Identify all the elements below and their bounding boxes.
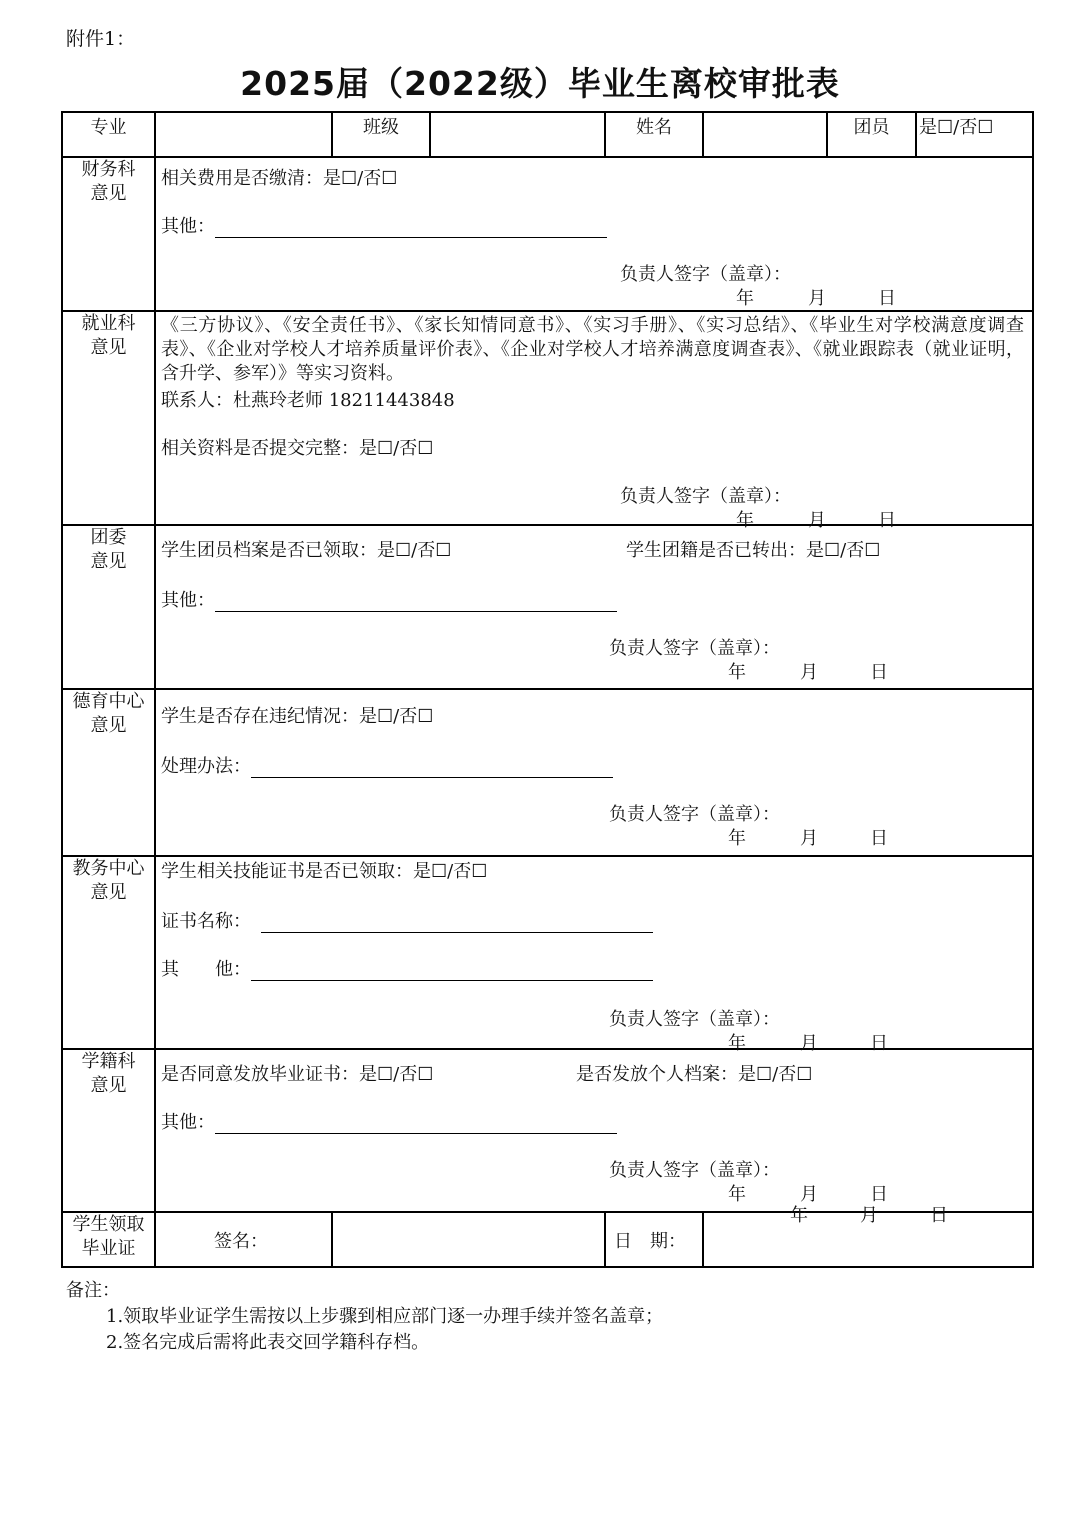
finance-section: [62, 157, 1033, 311]
moral-method-field[interactable]: [251, 757, 613, 778]
receive-date-field[interactable]: 年 月 日: [703, 1212, 1033, 1267]
academic-label: 教务中心 意见: [62, 856, 155, 1049]
registry-sign-label: 负责人签字（盖章）：: [609, 1160, 780, 1181]
major-label: 专业: [62, 112, 155, 157]
registry-label: 学籍科 意见: [62, 1049, 155, 1212]
receive-label: 学生领取 毕业证: [62, 1212, 155, 1267]
moral-method-row: 处理办法：: [161, 752, 613, 778]
league-other-field[interactable]: [215, 591, 617, 612]
league-sign-label: 负责人签字（盖章）：: [609, 638, 780, 659]
class-label: 班级: [332, 112, 430, 157]
employment-sign-label: 负责人签字（盖章）：: [620, 486, 791, 507]
academic-other-row: 其 他：: [161, 955, 653, 981]
notes-title: 备注：: [66, 1280, 120, 1301]
notes-item: 2.签名完成后需将此表交回学籍科存档。: [106, 1332, 430, 1353]
league-archive-checkbox[interactable]: 学生团员档案是否已领取：是☐/否☐: [161, 540, 452, 561]
academic-cert-name-field[interactable]: [261, 912, 653, 933]
league-content: 学生团员档案是否已领取：是☐/否☐ 学生团籍是否已转出：是☐/否☐ 其他： 负责人签字（盖章）： 年 月 日: [155, 525, 1033, 689]
league-other-row: 其他：: [161, 586, 617, 612]
moral-sign-label: 负责人签字（盖章）：: [609, 804, 780, 825]
academic-section: [62, 856, 1033, 1049]
academic-sign-label: 负责人签字（盖章）：: [609, 1009, 780, 1030]
employment-submit-checkbox[interactable]: 相关资料是否提交完整：是☐/否☐: [161, 438, 434, 459]
moral-section: [62, 689, 1033, 856]
finance-fee-checkbox[interactable]: 相关费用是否缴清：是☐/否☐: [161, 168, 398, 189]
academic-cert-checkbox[interactable]: 学生相关技能证书是否已领取：是☐/否☐: [161, 861, 488, 882]
annex-label: 附件1：: [66, 28, 136, 50]
employment-materials-text: 《三方协议》、《安全责任书》、《家长知情同意书》、《实习手册》、《实习总结》、《毕业生对学校满意度调查表》、《企业对学校人才培养质量评价表》、《企业对学校人才培养满意度调查表》、《就业跟踪表（就业证明，含升学、参军）》等实习资料。: [161, 315, 1024, 384]
moral-content: 学生是否存在违纪情况：是☐/否☐ 处理办法： 负责人签字（盖章）： 年 月 日: [155, 689, 1033, 856]
receive-date-label: 日 期：: [605, 1212, 703, 1267]
name-field[interactable]: [703, 112, 827, 157]
finance-sign-label: 负责人签字（盖章）：: [620, 264, 791, 285]
registry-archive-checkbox[interactable]: 是否发放个人档案：是☐/否☐: [576, 1064, 813, 1085]
league-section: [62, 525, 1033, 689]
registry-content: 是否同意发放毕业证书：是☐/否☐ 是否发放个人档案：是☐/否☐ 其他： 负责人签字（盖章）： 年 月 日: [155, 1049, 1033, 1212]
employment-contact: 联系人：杜燕玲老师 18211443848: [161, 390, 455, 411]
notes-item: 1.领取毕业证学生需按以上步骤到相应部门逐一办理手续并签名盖章；: [106, 1306, 664, 1327]
receive-sign-field[interactable]: [332, 1212, 605, 1267]
finance-label: 财务科 意见: [62, 157, 155, 311]
league-member-checkbox[interactable]: 是☐/否☐: [916, 112, 1033, 157]
approval-form-table: [61, 111, 1034, 1268]
academic-content: 学生相关技能证书是否已领取：是☐/否☐ 证书名称： 其 他： 负责人签字（盖章）： 年 月 日: [155, 856, 1033, 1049]
employment-content: 《三方协议》、《安全责任书》、《家长知情同意书》、《实习手册》、《实习总结》、《毕业生对学校满意度调查表》、《企业对学校人才培养质量评价表》、《企业对学校人才培养满意度调查表》、《就业跟踪表（就业证明，含升学、参军）》等实习资料。 联系人：杜燕玲老师 18211443848 相关资料是否提交完整：是☐/否☐ 负责人签字（盖章）： 年 月 日: [155, 311, 1033, 525]
league-transfer-checkbox[interactable]: 学生团籍是否已转出：是☐/否☐: [626, 540, 881, 561]
league-member-label: 团员: [827, 112, 916, 157]
class-field[interactable]: [430, 112, 605, 157]
notes: [66, 1278, 663, 1356]
finance-other-field[interactable]: [215, 217, 607, 238]
registry-other-row: 其他：: [161, 1108, 617, 1134]
employment-section: [62, 311, 1033, 525]
receive-sign-label: 签名：: [155, 1212, 332, 1267]
registry-diploma-checkbox[interactable]: 是否同意发放毕业证书：是☐/否☐: [161, 1064, 434, 1085]
receive-row: [62, 1212, 1033, 1267]
academic-cert-name-row: 证书名称：: [161, 907, 653, 933]
header-row: [62, 112, 1033, 157]
registry-section: [62, 1049, 1033, 1212]
academic-other-field[interactable]: [251, 960, 653, 981]
moral-label: 德育中心 意见: [62, 689, 155, 856]
page-title: 2025届（2022级）毕业生离校审批表: [240, 64, 840, 103]
finance-content: 相关费用是否缴清：是☐/否☐ 其他： 负责人签字（盖章）： 年 月 日: [155, 157, 1033, 311]
name-label: 姓名: [605, 112, 703, 157]
league-label: 团委 意见: [62, 525, 155, 689]
major-field[interactable]: [155, 112, 332, 157]
employment-label: 就业科 意见: [62, 311, 155, 525]
finance-other-row: 其他：: [161, 212, 607, 238]
registry-other-field[interactable]: [215, 1113, 617, 1134]
moral-violation-checkbox[interactable]: 学生是否存在违纪情况：是☐/否☐: [161, 706, 434, 727]
